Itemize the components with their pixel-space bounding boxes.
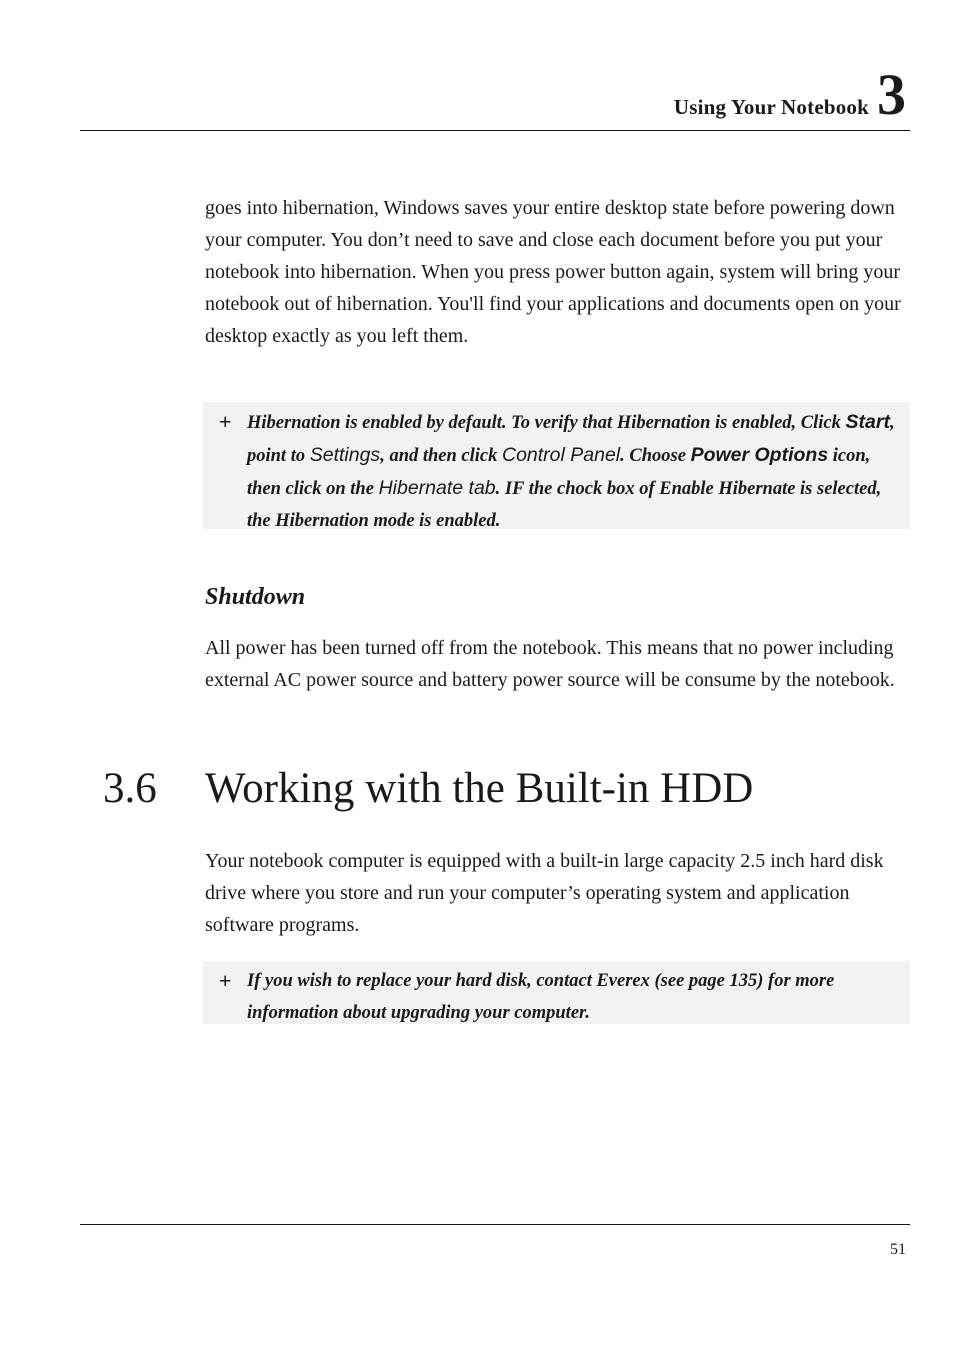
note-hard-disk [203, 961, 910, 1024]
term-hibernate-tab: Hibernate tab [378, 477, 496, 499]
term-start: Start [845, 411, 890, 433]
paragraph-hdd: Your notebook computer is equipped with a built-in large capacity 2.5 inch hard disk drive where you store and run your computer’s operating system and application software programs. [205, 850, 884, 936]
term-control-panel: Control Panel [501, 444, 621, 466]
running-header [673, 62, 906, 127]
chapter-number: 3 [877, 62, 906, 127]
note-marker: + [218, 968, 232, 993]
subheading-shutdown: Shutdown [205, 584, 306, 610]
running-title: Using Your Notebook [673, 95, 869, 119]
footer-rule [80, 1224, 910, 1225]
page-number: 51 [890, 1241, 906, 1258]
header-rule [80, 130, 910, 131]
paragraph-shutdown: All power has been turned off from the notebook. This means that no power including external AC power source and battery power source will be consume by the notebook. [205, 637, 895, 691]
term-settings: Settings [309, 444, 381, 466]
note-hibernation [203, 402, 910, 529]
paragraph-hibernation: goes into hibernation, Windows saves your entire desktop state before powering down your computer. You don’t need to save and close each document before you put your notebook into hibernation. When you press power button again, system will bring your notebook out of hibernation. You'll find your applications and documents open on your desktop exactly as you left them. [205, 197, 901, 347]
section-heading [103, 764, 753, 813]
note-text: Hibernation is enabled by default. To verify that Hibernation is enabled, Click Start, point to Settings, and then click Control Panel. Choose Power Options icon, then click on the Hibernate tab. IF the chock box of Enable Hibernate is selected, the Hibernation mode is enabled. [247, 411, 895, 531]
note-marker: + [218, 409, 232, 434]
section-title: Working with the Built-in HDD [205, 765, 754, 812]
term-power-options: Power Options [690, 444, 829, 466]
note-text: If you wish to replace your hard disk, contact Everex (see page 135) for more information about upgrading your computer. [247, 971, 835, 1023]
section-number: 3.6 [103, 765, 157, 812]
